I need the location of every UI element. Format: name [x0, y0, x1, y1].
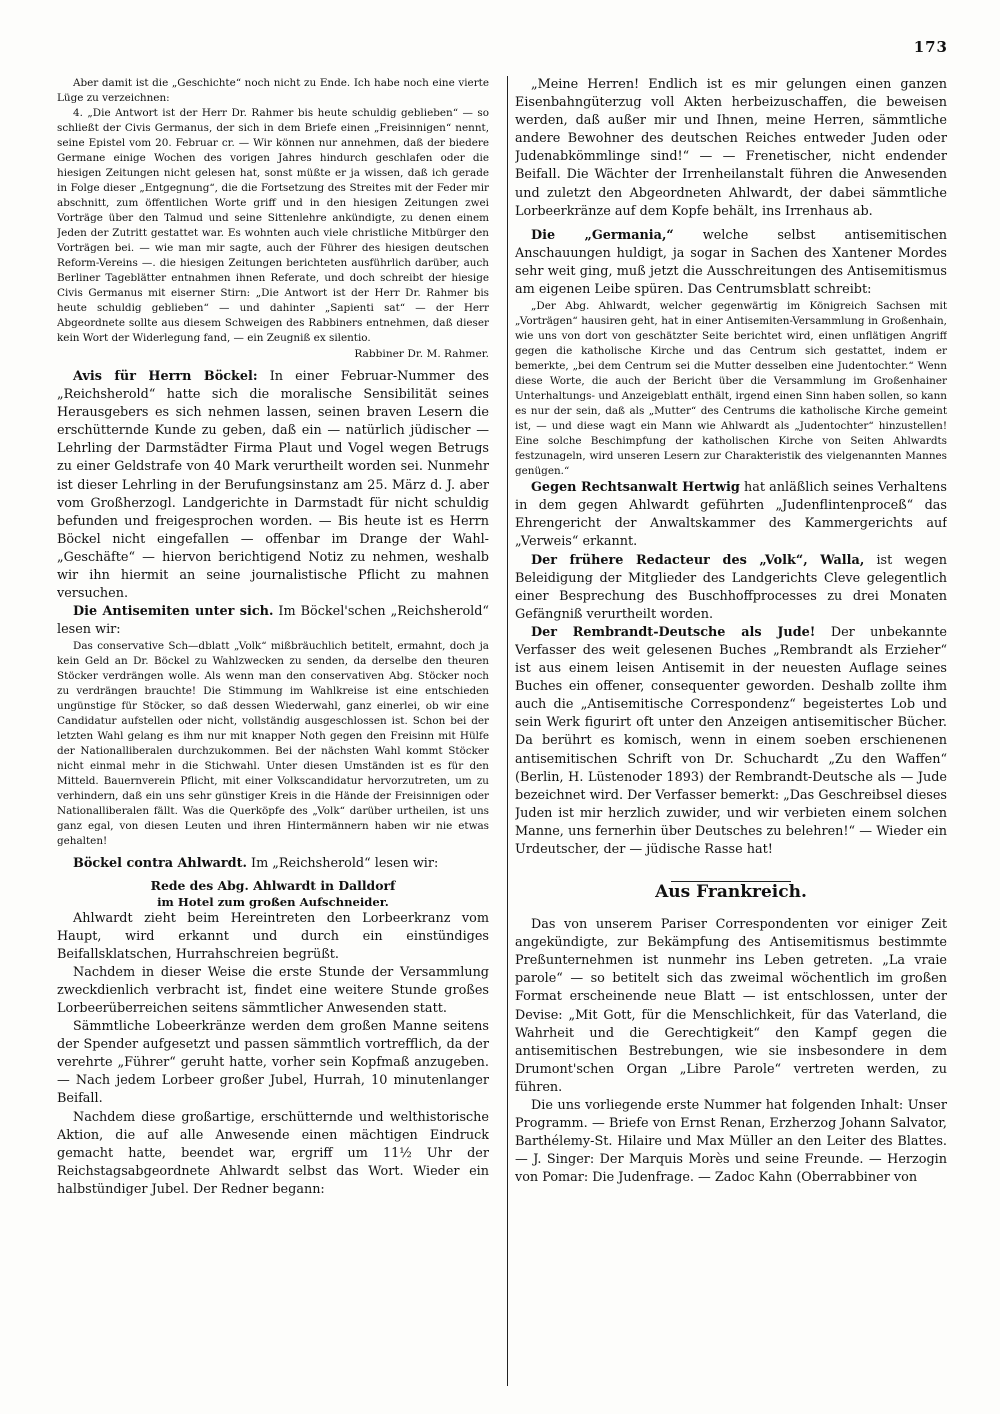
left-paragraph-1: Aber damit ist die „Geschichte“ noch nicht zu Ende. Ich habe noch eine vierte Lüge zu verzeichnen: [57, 77, 489, 104]
left-paragraph-2: 4. „Die Antwort ist der Herr Dr. Rahmer bis heute schuldig geblieben“ — so schließt der Civis Germanus, der sich in dem Briefe einen „Freisinnigen“ nennt, seine Epistel vom 20. Februar cr. — Wir können nur annehmen, daß der biedere Germane einige Wochen des vorigen Jahres hindurch geschlafen oder die hiesigen Zeitungen nicht gelesen hat, sonst müßte er ja wissen, daß ich gerade in Folge dieser „Entgegnung“, die die Fortsetzung des Streites mit der Feder mir abschnitt, zum öffentlichen Worte griff und in den hiesigen Zeitungen zwei Vorträge über den Talmud und seine Sittenlehre ankündigte, zu denen einem Jeden der Zutritt gestattet war. Es wohnten auch viele christliche Mitbürger den Vorträgen bei. — wie man mir sagte, auch der Führer des hiesigen deutschen Reform-Vereins —. die hiesigen Zeitungen berichteten ausführlich darüber, auch Berliner Tageblätter entnahmen ihnen Referate, und doch schreibt der hiesige Civis Germanus mit eiserner Stirn: „Die Antwort ist der Herr Dr. Rahmer bis heute schuldig geblieben“ — und dahinter „Sapienti sat“ — der Herr Abgeordnete sollte aus diesem Schweigen des Rabbiners entnehmen, daß dieser kein Wort der Widerlegung fand, — ein Zeugniß ex silentio. [57, 107, 489, 344]
right-paragraph-hertwig [515, 479, 947, 551]
left-paragraph-antisemiten [57, 603, 489, 639]
right-paragraph-germania [515, 227, 947, 299]
right-paragraph-rembrandt [515, 624, 947, 859]
right-paragraph-walla [515, 552, 947, 624]
boeckel-text: Im „Reichsherold“ lesen wir: [246, 856, 439, 872]
left-paragraph-7: Ahlwardt zieht beim Hereintreten den Lorbeerkranz vom Haupt, wird erkannt und durch ein einstündiges Beifallsklatschen, Hurrahschreien begrüßt. [57, 910, 489, 962]
germania-heading: Die „Germania,“ [531, 227, 674, 243]
left-paragraph-9: Sämmtliche Lobeerkränze werden dem großen Manne seitens der Spender aufgesetzt und passen sämmtlich vortrefflich, da der verehrte „Führer“ geruht hatte, vorher sein Kopfmaß anzugeben. — Nach jedem Lorbeer großer Jubel, Hurrah, 10 minutenlanger Beifall. [57, 1019, 489, 1107]
speech-heading: Rede des Abg. Ahlwardt in Dalldorf [150, 877, 396, 893]
right-paragraph-7: Das von unserem Pariser Correspondenten vor einiger Zeit angekündigte, zur Bekämpfung des Antisemitismus bestimmte Preßunternehmen ist nunmehr ins Leben getreten. „La vraie parole“ — so betitelt sich das zweimal wöchentlich im großen Format erscheinende neue Blatt — ist entschlossen, unter der Devise: „Mit Gott, für die Menschlichkeit, für das Vaterland, die Wahrheit und die Gerechtigkeit“ den Kampf gegen die antisemitischen Bestrebungen, wie sie insbesondere in dem Drumont'schen Organ „Libre Parole“ vertreten werden, zu führen. [515, 917, 947, 1095]
speech-subheading: im Hotel zum großen Aufschneider. [157, 894, 389, 909]
right-paragraph-1: „Meine Herren! Endlich ist es mir gelungen einen ganzen Eisenbahngüterzug voll Akten herbeizuschaffen, die beweisen werden, daß außer mir und Ihnen, meine Herren, sämmtliche andere Bewohner des deutschen Reiches entweder Juden oder Judenabkömmlinge sind!“ — — Frenetischer, nicht endender Beifall. Die Wächter der Irrenheilanstalt führen die Anwesenden und zuletzt den Abgeordneten Ahlwardt, der dabei sämmtliche Lorbeerkränze auf dem Kopfe behält, ins Irrenhaus ab. [515, 77, 947, 219]
left-paragraph-8: Nachdem in dieser Weise die erste Stunde der Versammlung zweckdienlich verbracht ist, findet eine weitere Stunde großes Lorbeerüberreichen seitens sämmtlicher Anwesenden statt. [57, 964, 489, 1016]
left-paragraph-quote-volk: Das conservative Sch—dblatt „Volk“ mißbräuchlich betitelt, ermahnt, doch ja kein Geld an Dr. Böckel zu Wahlzwecken zu senden, da derselbe den theuren Stöcker verdrängen wolle. Als wenn man den conservativen Abg. Stöcker noch zu verdrängen brauchte! Die Stimmung im Wahlkreise ist eine entschieden ungünstige für Stöcker, so daß dessen Wiederwahl, ganz einerlei, ob wir eine Candidatur aufstellen oder nicht, vollständig ausgeschlossen ist. Schon bei der letzten Wahl gelang es ihm nur mit knapper Noth gegen den Freisinn mit Hülfe der Nationalliberalen durchzukommen. Bei der nächsten Wahl kommt Stöcker nicht einmal mehr in die Stichwahl. Unter diesen Umständen ist es für den Mitteld. Bauernverein Pflicht, mit einer Volkscandidatur hervorzutreten, um zu verhindern, daß ein uns sehr günstiger Kreis in die Hände der Freisinnigen oder Nationalliberalen fällt. Was die Querköpfe des „Volk“ darüber urtheilen, ist uns ganz egal, von diesen Leuten und ihren Hintermännern haben wir nie etwas gehalten! [57, 640, 489, 848]
left-paragraph-avis [57, 368, 489, 603]
left-paragraph-boeckel [57, 855, 489, 873]
right-column [515, 76, 947, 1386]
germania-text: welche selbst antisemitischen Anschauungen huldigt, ja sogar in Sachen des Xantener Mordes sehr weit ging, muß jetzt die Ausschreitungen des Antisemitismus am eigenen Leibe spüren. Das Centrumsblatt schreibt: [515, 227, 947, 298]
rembrandt-text: Der unbekannte Verfasser des weit gelesenen Buches „Rembrandt als Erzieher“ ist aus einem leisen Antisemit in der neuesten Auflage seines Buches ein offener, consequenter geworden. Deshalb zollte ihm auch die „Antisemitische Correspondenz“ begeistertes Lob und sein Werk figurirt oft unter den Anzeigen antisemitischer Bücher. Da berührt es komisch, wenn in einem soeben erschienenen antisemitischen Schrift von Dr. Schuchardt „Zu den Waffen“ (Berlin, H. Lüstenoder 1893) der Rembrandt-Deutsche als — Jude bezeichnet wird. Der Verfasser bemerkt: „Das Geschreibsel dieses Juden ist mir herzlich zuwider, und wir verbieten einem solchen Manne, uns fernerhin über Deutsches zu belehren!“ — Wieder ein Urdeutscher, der — jüdische Rasse hat! [515, 624, 947, 857]
article-columns [57, 76, 947, 1386]
signature-rahmer: Rabbiner Dr. M. Rahmer. [354, 348, 489, 360]
avis-text: In einer Februar-Nummer des „Reichsherold“ hatte sich die moralische Sensibilität seines Herausgebers es sich nehmen lassen, seinen braven Lesern die erschütternde Kunde zu geben, daß ein — natürlich jüdischer — Lehrling der Darmstädter Firma Plaut und Vogel wegen Betrugs zu einer Geldstrafe von 40 Mark verurtheilt worden sei. Nunmehr ist dieser Lehrling in der Berufungsinstanz am 25. März d. J. aber vom Großherzogl. Landgerichte in Darmstadt für nicht schuldig befunden und freigesprochen worden. — Bis heute ist es Herrn Böckel nicht eingefallen — offenbar im Drange der Wahl-„Geschäfte“ — hiervon berichtigend Notiz zu nehmen, weshalb wir ihn hiermit an seine journalistische Pflicht zu mahnen versuchen. [57, 369, 489, 602]
left-column [57, 76, 489, 1386]
avis-heading: Avis für Herrn Böckel: [73, 369, 258, 384]
antisemiten-text: Im Böckel'schen „Reichsherold“ lesen wir: [57, 604, 489, 638]
walla-heading: Der frühere Redacteur des „Volk“, Walla, [531, 552, 865, 568]
right-paragraph-quote-centrum: „Der Abg. Ahlwardt, welcher gegenwärtig im Königreich Sachsen mit „Vorträgen“ hausiren geht, hat in einer Antisemiten-Versammlung in Großenhain, wie uns von dort von geschätzter Seite berichtet wird, einen unflätigen Angriff gegen die katholische Kirche und das Centrum sich gestattet, indem er bemerkte, „bei dem Centrum sei die Mutter desselben eine Judentochter.“ Wenn diese Worte, die auch der Bericht über die Versammlung im Großenhainer Unterhaltungs- und Anzeigeblatt enthält, irgend einen Sinn haben sollen, so kann es nur der sein, daß als „Mutter“ des Centrums die katholische Kirche gemeint ist, — und diese wagt ein Mann wie Ahlwardt als „Judentochter“ hinzustellen! Eine solche Beschimpfung der katholischen Kirche von Seiten Ahlwardts festzunageln, wird unseren Lesern zur Charakteristik des vielgenannten Mannes genügen.“ [515, 300, 947, 478]
left-paragraph-10: Nachdem diese großartige, erschütternde und welthistorische Aktion, die auf alle Anwesende einen mächtigen Eindruck gemacht hatte, beendet war, ergriff um 11½ Uhr der Reichstagsabgeordnete Ahlwardt selbst das Wort. Wieder ein halbstündiger Jubel. Der Redner begann: [57, 1109, 489, 1197]
section-heading-frankreich [515, 881, 947, 902]
page-number: 173 [913, 38, 948, 56]
hertwig-text: hat anläßlich seines Verhaltens in dem gegen Ahlwardt geführten „Judenflintenproceß“ das Ehrengericht der Anwaltskammer des Kammergerichts auf „Verweis“ erkannt. [515, 480, 947, 550]
section-title-text: Aus Frankreich. [655, 882, 807, 903]
boeckel-heading: Böckel contra Ahlwardt. [73, 856, 247, 872]
walla-text: ist wegen Beleidigung der Mitglieder des Landgerichts Cleve gelegentlich einer Besprechung des Buschhoffprocesses zu drei Monaten Gefängniß verurtheilt worden. [515, 552, 947, 622]
right-paragraph-8: Die uns vorliegende erste Nummer hat folgenden Inhalt: Unser Programm. — Briefe von Ernst Renan, Erzherzog Johann Salvator, Barthélemy-St. Hilaire und Max Müller an den Leiter des Blattes. — J. Singer: Der Marquis Morès und seine Freunde. — Herzogin von Pomar: Die Judenfrage. — Zadoc Kahn (Oberrabbiner von [515, 1098, 947, 1186]
rembrandt-heading: Der Rembrandt-Deutsche als Jude! [531, 624, 816, 640]
antisemiten-heading: Die Antisemiten unter sich. [73, 604, 274, 620]
hertwig-heading: Gegen Rechtsanwalt Hertwig [531, 480, 740, 496]
